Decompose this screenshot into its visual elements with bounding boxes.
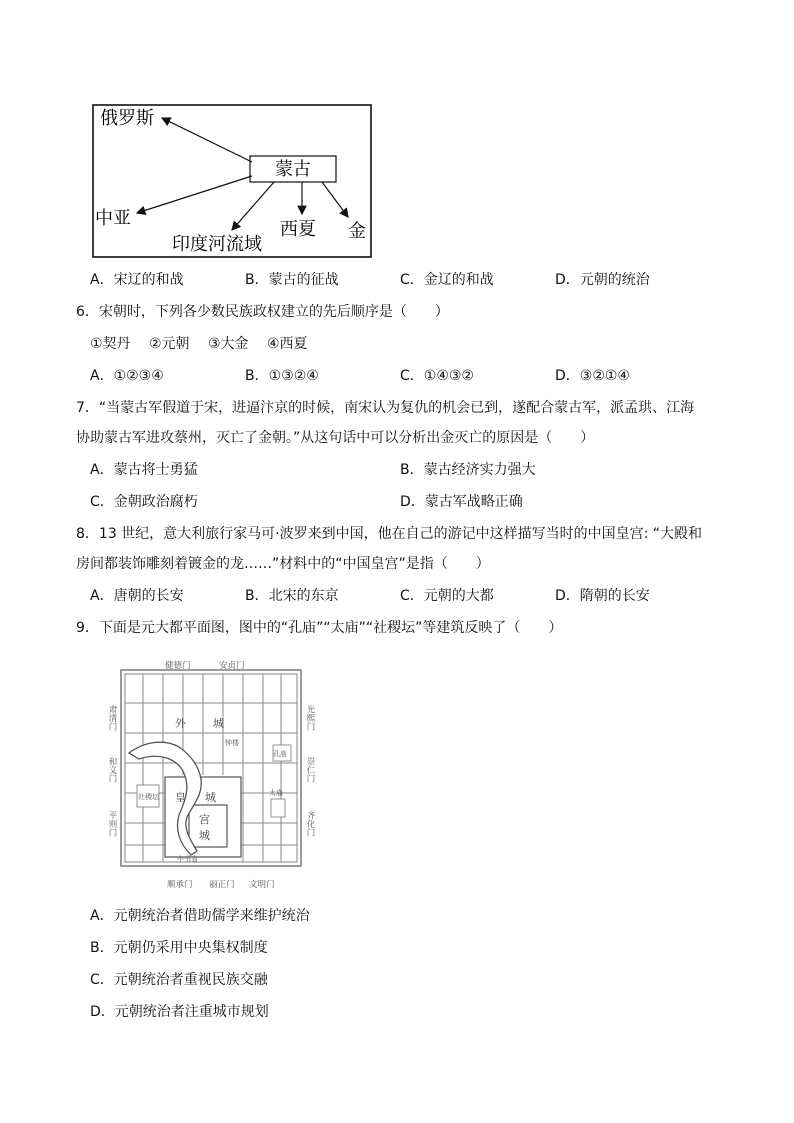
palace-city-char-1: 宫 [199,813,210,826]
label-taimiao: 太庙 [269,789,283,797]
gate-wenming: 文明门 [249,880,275,890]
q8-option-d[interactable]: D．隋朝的长安 [555,588,650,604]
gate-qihua: 齐化门 [305,811,315,837]
q7-option-d[interactable]: D．蒙古军战略正确 [400,494,523,510]
arrow-jin [322,182,348,217]
q9-option-a[interactable]: A．元朝统治者借助儒学来维护统治 [90,908,310,924]
arrow-russia [162,118,252,162]
q7-option-a[interactable]: A．蒙古将士勇猛 [90,462,198,478]
gate-pingze: 平则门 [107,811,117,837]
gate-chongren: 崇仁门 [305,757,315,783]
q9-option-c[interactable]: C．元朝统治者重视民族交融 [90,972,268,988]
q8-stem-line2: 房间都装饰雕刻着镀金的龙……”材料中的“中国皇宫”是指（ ） [76,556,490,572]
q8-option-a[interactable]: A．唐朝的长安 [90,588,184,604]
label-russia: 俄罗斯 [100,108,154,129]
q6-stem: 6．宋朝时，下列各少数民族政权建立的先后顺序是（ ） [76,304,449,320]
q6-option-d[interactable]: D．③②①④ [555,368,630,384]
q7-stem-line2: 协助蒙古军进攻蔡州，灭亡了金朝。”从这句话中可以分析出金灭亡的原因是（ ） [76,430,595,446]
label-jin: 金 [348,221,366,242]
q8-option-c[interactable]: C．元朝的大都 [400,588,494,604]
outer-city-char-1: 外 [175,717,186,730]
label-confucius-temple: 孔庙 [273,750,287,758]
outer-city-char-2: 城 [213,717,224,730]
palace-city-char-2: 城 [199,829,210,842]
q9-stem: 9．下面是元大都平面图，图中的“孔庙”“太庙”“社稷坛”等建筑反映了（ ） [76,620,563,636]
label-indus: 印度河流域 [172,234,262,255]
q7-option-c[interactable]: C．金朝政治腐朽 [90,494,198,510]
mongol-expansion-diagram [90,100,380,260]
gate-suqing: 肃清门 [107,705,117,731]
gate-heyi: 和义门 [107,757,117,783]
q5-option-b[interactable]: B．蒙古的征战 [245,272,339,288]
gate-shuncheng: 顺承门 [167,880,193,890]
q9-option-d[interactable]: D．元朝统治者注重城市规划 [90,1004,269,1020]
q8-option-b[interactable]: B．北宋的东京 [245,588,339,604]
q7-option-b[interactable]: B．蒙古经济实力强大 [400,462,536,478]
taimiao-block [271,799,285,817]
q5-option-a[interactable]: A．宋辽的和战 [90,272,184,288]
q5-option-d[interactable]: D．元朝的统治 [555,272,650,288]
q6-option-c[interactable]: C．①④③② [400,368,474,384]
gate-guangxi: 光熙门 [305,705,315,731]
gate-anzhen: 安贞门 [219,661,245,671]
q5-option-c[interactable]: C．金辽的和战 [400,272,494,288]
label-western-xia: 西夏 [280,219,316,240]
gate-lizheng: 丽正门 [209,880,235,890]
q7-stem-line1: 7．“当蒙古军假道于宋，进逼汴京的时候，南宋认为复仇的机会已到，遂配合蒙古军，派孟珙、江海 [76,400,695,416]
label-central-asia: 中亚 [95,208,131,229]
imperial-city-char-2: 城 [205,791,216,804]
q9-option-b[interactable]: B．元朝仍采用中央集权制度 [90,940,268,956]
arrow-indus [232,182,274,230]
q6-option-b[interactable]: B．①③②④ [245,368,319,384]
arrow-central-asia [137,176,252,213]
q6-option-a[interactable]: A．①②③④ [90,368,164,384]
imperial-city-char-1: 皇 [175,791,186,804]
label-shejitan: 社稷坛 [138,793,159,801]
yuan-dadu-map [105,655,320,893]
label-bell-tower: 钟楼 [225,739,239,747]
q8-stem-line1: 8．13 世纪，意大利旅行家马可·波罗来到中国，他在自己的游记中这样描写当时的中国皇宫: “大殿和 [76,526,703,542]
diagram-center-label: 蒙古 [275,159,311,180]
q6-items: ①契丹 ②元朝 ③大金 ④西夏 [90,336,308,352]
label-zhongshu: 中书省 [177,855,198,863]
gate-jiande: 健德门 [165,661,191,671]
